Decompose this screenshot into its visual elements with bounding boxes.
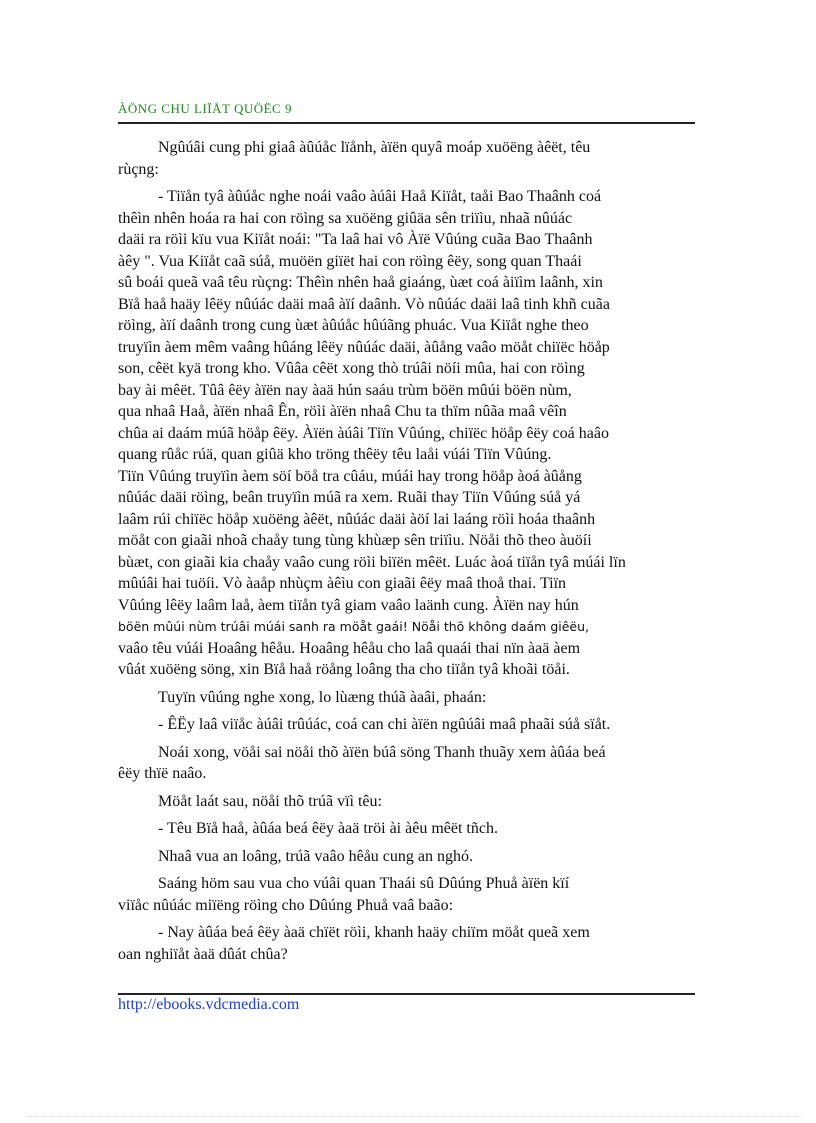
text-line: oan nghiïåt àaä dûát chûa? bbox=[118, 945, 288, 963]
text-line: bùæt, con giaãi kia chaåy vaâo cung röìi biïën mêët. Luác àoá tiïån tyâ múái lïn bbox=[118, 553, 626, 571]
text-line: bay ài mêët. Tûâ êëy àïën nay àaä hún saáu trùm böën mûúi böën nùm, bbox=[118, 381, 572, 399]
text-line: Tuyïn vûúng nghe xong, lo lùæng thúã àaâi, phaán: bbox=[158, 688, 487, 706]
text-line: - Nay àûáa beá êëy àaä chïët röìi, khanh haäy chiïm möåt queã xem bbox=[158, 924, 590, 941]
paragraph-7 bbox=[118, 818, 730, 840]
text-line: Saáng höm sau vua cho vúâi quan Thaái sû Dûúng Phuå àïën kïí bbox=[158, 875, 570, 892]
text-line: êëy thïë naâo. bbox=[118, 765, 207, 782]
text-line: viïåc nûúác miïëng röìng cho Dûúng Phuå vaâ baão: bbox=[118, 896, 454, 914]
paragraph-3 bbox=[118, 687, 730, 709]
footer-website-link[interactable]: http://ebooks.vdcmedia.com bbox=[118, 996, 300, 1013]
text-line: laâm rúi chiïëc höåp xuöëng àêët, nûúác daäi àöí lai laáng röìi hoáa thaânh bbox=[118, 510, 596, 528]
text-line: Nhaâ vua an loâng, trúã vaâo hêåu cung an nghó. bbox=[158, 847, 473, 865]
text-line: rùçng: bbox=[118, 160, 159, 178]
text-line: böën mûúi nùm trúâi múái sanh ra möåt gaái! Nöåi thõ không daám giêëu, bbox=[118, 619, 590, 634]
text-line: sû boái queã vaâ têu rùçng: Thêìn nhên haå giaáng, ùæt coá àiïìm laânh, xin bbox=[118, 274, 603, 291]
paragraph-5 bbox=[118, 742, 730, 785]
text-line: daäi ra röìi kïu vua Kiïåt noái: "Ta laâ hai vô Àïë Vûúng cuãa Bao Thaânh bbox=[118, 231, 593, 248]
paragraph-6 bbox=[118, 791, 730, 813]
running-header: ÀÖNG CHU LIÏÅT QUÖËC 9 bbox=[118, 101, 292, 116]
paragraph-2 bbox=[118, 186, 730, 681]
paragraph-10 bbox=[118, 922, 730, 965]
footer-divider bbox=[118, 993, 695, 995]
text-line: vaâo têu vúái Hoaâng hêåu. Hoaâng hêåu cho laâ quaái thai nïn àaä àem bbox=[118, 639, 581, 657]
text-line: thêìn nhên hoáa ra hai con röìng sa xuöëng giûäa sên triïìu, nhaã nûúác bbox=[118, 209, 573, 227]
text-line: quang rûåc rúä, quan giûä kho tröng thêëy têu laåi vúái Tiïn Vûúng. bbox=[118, 446, 552, 463]
text-line: möåt con giaãi nhoã chaåy tung tùng khùæp sên triïìu. Nöåi thõ theo àuöíi bbox=[118, 532, 592, 549]
text-line: àêy ". Vua Kiïåt caã súå, muöën giïët hai con röìng êëy, song quan Thaái bbox=[118, 252, 582, 270]
page-edge-divider bbox=[28, 1116, 802, 1117]
text-line: - ÊËy laâ viïåc àúâi trûúác, coá can chi àïën ngûúâi maâ phaãi súå sïåt. bbox=[158, 716, 611, 733]
paragraph-1 bbox=[118, 137, 730, 180]
text-line: chûa ai daám múã höåp êëy. Àïën àúâi Tiïn Vûúng, chiïëc höåp êëy coá haâo bbox=[118, 424, 609, 442]
paragraph-8 bbox=[118, 846, 730, 868]
text-line: Tiïn Vûúng truyïìn àem söí böå tra cûáu, múái hay trong höåp àoá àûång bbox=[118, 467, 582, 485]
text-line: Ngûúâi cung phi giaâ àûúåc lïånh, àïën quyâ moáp xuöëng àêët, têu bbox=[158, 139, 591, 156]
text-line: qua nhaâ Haå, àïën nhaâ Ên, röìi àïën nhaâ Chu ta thïm nûãa maâ vêîn bbox=[118, 403, 567, 420]
text-line: - Têu Bïå haå, àûáa beá êëy àaä tröi ài àêu mêët tñch. bbox=[158, 820, 498, 837]
text-line: mûúâi hai tuöíi. Vò àaåp nhùçm àêìu con giaãi êëy maâ thoå thai. Tiïn bbox=[118, 575, 567, 592]
text-line: Noái xong, vöåi sai nöåi thõ àïën búâ söng Thanh thuãy xem àûáa beá bbox=[158, 743, 606, 761]
document-body bbox=[118, 137, 730, 971]
text-line: - Tiïån tyâ àûúåc nghe noái vaâo àúâi Haå Kiïåt, taåi Bao Thaânh coá bbox=[158, 188, 602, 205]
header-divider bbox=[118, 122, 695, 124]
text-line: Möåt laát sau, nöåi thõ trúã vïì têu: bbox=[158, 792, 382, 810]
paragraph-9 bbox=[118, 873, 730, 916]
text-line: truyïìn àem mêm vaâng hûáng lêëy nûúác daäi, àûång vaâo möåt chiïëc höåp bbox=[118, 338, 610, 356]
text-line: Bïå haå haäy lêëy nûúác daäi maâ àïí daânh. Vò nûúác daäi laâ tinh khñ cuãa bbox=[118, 295, 610, 313]
text-line: vûát xuöëng söng, xin Bïå haå röång loâng tha cho tiïån tyâ khoãi töåi. bbox=[118, 661, 570, 678]
text-line: son, cêët kyä trong kho. Vûâa cêët xong thò trúâi nöíi mûa, hai con röìng bbox=[118, 360, 585, 377]
text-line: nûúác daäi röìng, beân truyïìn múã ra xem. Ruãi thay Tiïn Vûúng súå yá bbox=[118, 489, 581, 506]
paragraph-4 bbox=[118, 714, 730, 736]
text-line: Vûúng lêëy laâm laå, àem tiïån tyâ giam vaâo laänh cung. Àïën nay hún bbox=[118, 596, 579, 614]
text-line: röìng, àïí daânh trong cung ùæt àûúåc hûúãng phuác. Vua Kiïåt nghe theo bbox=[118, 317, 589, 334]
